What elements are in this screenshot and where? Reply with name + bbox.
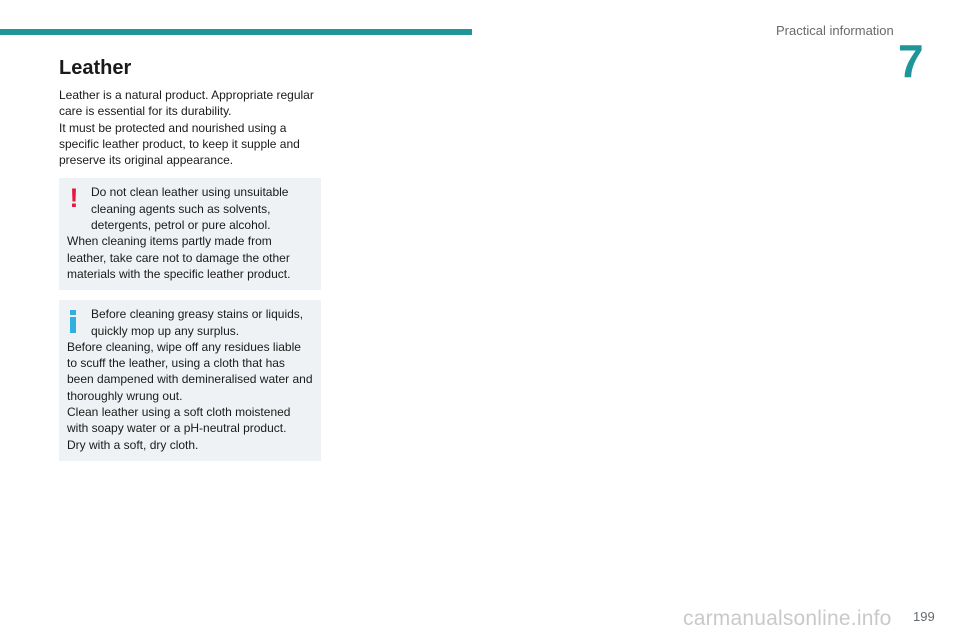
warning-text: Do not clean leather using unsuitable cleaning agents such as solvents, detergents, petrol or pure alcohol.	[91, 185, 289, 233]
page-heading: Leather	[59, 57, 132, 79]
info-box	[59, 300, 321, 461]
info-text: Before cleaning, wipe off any residues liable to scuff the leather, using a cloth that has been dampened with demineralised water and thoroughly wrung out.	[67, 339, 313, 403]
header-accent-bar	[0, 29, 472, 35]
info-text: Dry with a soft, dry cloth.	[67, 437, 199, 452]
info-text: Before cleaning greasy stains or liquids, quickly mop up any surplus.	[91, 307, 304, 338]
section-title: Practical information	[776, 23, 894, 38]
main-content	[59, 55, 321, 461]
warning-box	[59, 178, 321, 290]
watermark: carmanualsonline.info	[683, 607, 892, 630]
intro-paragraph: Leather is a natural product. Appropriate regular care is essential for its durability.	[59, 88, 314, 119]
intro-paragraph: It must be protected and nourished using a specific leather product, to keep it supple and preserve its original appearance.	[59, 120, 300, 168]
chapter-number: 7	[898, 35, 924, 87]
info-text: Clean leather using a soft cloth moistened with soapy water or a pH-neutral product.	[67, 405, 291, 436]
warning-text: When cleaning items partly made from leather, take care not to damage the other materials with the specific leather product.	[67, 234, 291, 281]
page-number: 199	[913, 609, 935, 624]
exclamation-warning-icon: !	[69, 183, 79, 214]
